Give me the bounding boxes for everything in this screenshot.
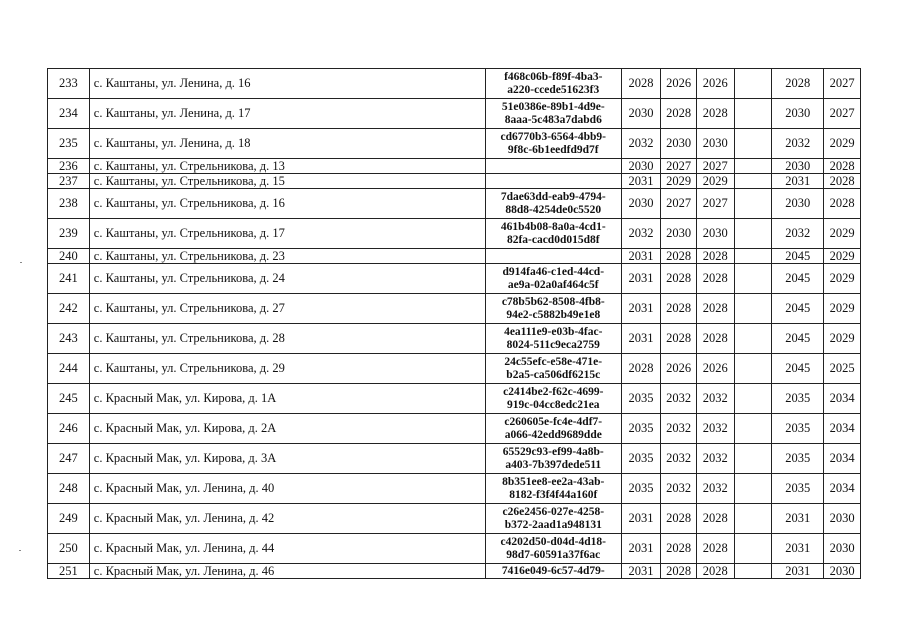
year-cell-y3: 2027 [696,189,734,219]
year-cell-y1: 2031 [621,174,661,189]
guid-cell [485,219,621,249]
empty-year-cell [734,129,772,159]
address-cell: с. Каштаны, ул. Стрельникова, д. 15 [89,174,485,189]
empty-year-cell [734,354,772,384]
year-cell-y1: 2032 [621,129,661,159]
row-number: 238 [48,189,90,219]
address-cell: с. Каштаны, ул. Стрельникова, д. 29 [89,354,485,384]
year-cell-y5: 2045 [772,354,824,384]
year-cell-y3: 2028 [696,294,734,324]
empty-year-cell [734,294,772,324]
guid-line: 94e2-c5882b49e1e8 [506,308,601,321]
year-cell-y1: 2035 [621,444,661,474]
year-cell-y5: 2032 [772,219,824,249]
table-row [48,294,861,324]
year-cell-y3: 2029 [696,174,734,189]
year-cell-y2: 2028 [661,99,697,129]
guid-cell [485,324,621,354]
year-cell-y6: 2034 [824,444,861,474]
guid-line: a220-ccede51623f3 [507,83,600,96]
year-cell-y5: 2030 [772,99,824,129]
year-cell-y5: 2035 [772,444,824,474]
year-cell-y2: 2028 [661,324,697,354]
empty-year-cell [734,264,772,294]
guid-line: 7416e049-6c57-4d79- [501,564,605,577]
year-cell-y1: 2031 [621,249,661,264]
year-cell-y3: 2028 [696,264,734,294]
empty-year-cell [734,174,772,189]
year-cell-y5: 2030 [772,159,824,174]
guid-cell [485,414,621,444]
row-number: 248 [48,474,90,504]
table-row [48,534,861,564]
guid-cell [485,69,621,99]
year-cell-y6: 2025 [824,354,861,384]
table-row [48,249,861,264]
row-number: 239 [48,219,90,249]
year-cell-y5: 2045 [772,324,824,354]
year-cell-y6: 2029 [824,249,861,264]
empty-year-cell [734,219,772,249]
guid-cell [485,189,621,219]
year-cell-y6: 2027 [824,69,861,99]
year-cell-y5: 2035 [772,414,824,444]
year-cell-y1: 2031 [621,564,661,579]
empty-year-cell [734,69,772,99]
address-cell: с. Каштаны, ул. Ленина, д. 16 [89,69,485,99]
year-cell-y3: 2032 [696,444,734,474]
address-cell: с. Каштаны, ул. Стрельникова, д. 24 [89,264,485,294]
guid-line: ae9a-02a0af464c5f [507,278,599,291]
guid-cell [485,504,621,534]
address-cell: с. Красный Мак, ул. Ленина, д. 40 [89,474,485,504]
scan-speck [20,262,22,263]
table-row [48,354,861,384]
guid-cell [485,294,621,324]
row-number: 246 [48,414,90,444]
empty-year-cell [734,159,772,174]
row-number: 251 [48,564,90,579]
year-cell-y5: 2030 [772,189,824,219]
guid-line: f468c06b-f89f-4ba3- [504,70,603,83]
year-cell-y2: 2027 [661,189,697,219]
year-cell-y6: 2030 [824,504,861,534]
empty-year-cell [734,564,772,579]
year-cell-y6: 2029 [824,324,861,354]
guid-line: d914fa46-c1ed-44cd- [502,265,605,278]
year-cell-y6: 2034 [824,384,861,414]
year-cell-y1: 2028 [621,354,661,384]
year-cell-y1: 2030 [621,159,661,174]
year-cell-y3: 2028 [696,249,734,264]
guid-cell [485,384,621,414]
table-row [48,414,861,444]
year-cell-y3: 2032 [696,474,734,504]
guid-line: c260605e-fc4e-4df7- [504,415,603,428]
empty-year-cell [734,414,772,444]
empty-year-cell [734,249,772,264]
guid-line: 7dae63dd-eab9-4794- [500,190,606,203]
table-row [48,189,861,219]
year-cell-y2: 2032 [661,474,697,504]
year-cell-y6: 2029 [824,219,861,249]
year-cell-y3: 2032 [696,384,734,414]
row-number: 250 [48,534,90,564]
guid-line: b2a5-ca506df6215c [506,368,601,381]
guid-cell [485,174,621,189]
address-cell: с. Красный Мак, ул. Кирова, д. 2А [89,414,485,444]
year-cell-y5: 2032 [772,129,824,159]
year-cell-y5: 2031 [772,174,824,189]
year-cell-y6: 2027 [824,99,861,129]
year-cell-y3: 2028 [696,504,734,534]
year-cell-y2: 2028 [661,264,697,294]
year-cell-y3: 2030 [696,219,734,249]
year-cell-y1: 2035 [621,384,661,414]
table-row [48,384,861,414]
year-cell-y5: 2035 [772,384,824,414]
row-number: 241 [48,264,90,294]
guid-cell [485,444,621,474]
year-cell-y3: 2028 [696,564,734,579]
empty-year-cell [734,384,772,414]
guid-line: 65529c93-ef99-4a8b- [502,445,604,458]
row-number: 236 [48,159,90,174]
year-cell-y1: 2030 [621,99,661,129]
year-cell-y2: 2030 [661,219,697,249]
year-cell-y2: 2030 [661,129,697,159]
table-row [48,174,861,189]
scan-speck [19,550,21,551]
guid-line: 461b4b08-8a0a-4cd1- [500,220,606,233]
year-cell-y2: 2032 [661,384,697,414]
table-row [48,504,861,534]
year-cell-y1: 2031 [621,324,661,354]
guid-line: 4ea111e9-e03b-4fac- [504,325,603,338]
address-cell: с. Каштаны, ул. Ленина, д. 17 [89,99,485,129]
address-cell: с. Красный Мак, ул. Кирова, д. 3А [89,444,485,474]
year-cell-y5: 2045 [772,294,824,324]
year-cell-y6: 2028 [824,189,861,219]
year-cell-y1: 2032 [621,219,661,249]
guid-line: a403-7b397dede511 [505,458,602,471]
guid-cell [485,474,621,504]
year-cell-y2: 2032 [661,414,697,444]
empty-year-cell [734,504,772,534]
year-cell-y2: 2028 [661,564,697,579]
year-cell-y2: 2028 [661,504,697,534]
row-number: 240 [48,249,90,264]
year-cell-y6: 2030 [824,564,861,579]
year-cell-y3: 2028 [696,99,734,129]
table-row [48,444,861,474]
year-cell-y1: 2035 [621,414,661,444]
year-cell-y6: 2028 [824,174,861,189]
row-number: 242 [48,294,90,324]
guid-line: 9f8c-6b1eedfd9d7f [507,143,599,156]
address-cell: с. Каштаны, ул. Стрельникова, д. 16 [89,189,485,219]
guid-line: c4202d50-d04d-4d18- [500,535,606,548]
guid-cell [485,129,621,159]
address-cell: с. Каштаны, ул. Ленина, д. 18 [89,129,485,159]
year-cell-y2: 2026 [661,69,697,99]
year-cell-y3: 2028 [696,534,734,564]
table-row [48,474,861,504]
guid-line: 919c-04cc8edc21ea [506,398,600,411]
year-cell-y3: 2030 [696,129,734,159]
guid-cell [485,249,621,264]
row-number: 234 [48,99,90,129]
guid-line: 8024-511c9eca2759 [506,338,600,351]
year-cell-y2: 2028 [661,534,697,564]
address-cell: с. Каштаны, ул. Стрельникова, д. 23 [89,249,485,264]
register-body [48,69,861,579]
year-cell-y3: 2028 [696,324,734,354]
table-row [48,324,861,354]
year-cell-y2: 2029 [661,174,697,189]
year-cell-y3: 2032 [696,414,734,444]
year-cell-y5: 2031 [772,534,824,564]
address-cell: с. Красный Мак, ул. Ленина, д. 42 [89,504,485,534]
year-cell-y1: 2031 [621,294,661,324]
guid-line: 51e0386e-89b1-4d9e- [501,100,605,113]
guid-cell [485,264,621,294]
empty-year-cell [734,189,772,219]
table-row [48,159,861,174]
guid-line: cd6770b3-6564-4bb9- [500,130,606,143]
address-cell: с. Красный Мак, ул. Ленина, д. 44 [89,534,485,564]
year-cell-y1: 2035 [621,474,661,504]
year-cell-y1: 2028 [621,69,661,99]
address-cell: с. Каштаны, ул. Стрельникова, д. 17 [89,219,485,249]
year-cell-y2: 2032 [661,444,697,474]
year-cell-y5: 2031 [772,504,824,534]
table-row [48,564,861,579]
year-cell-y5: 2045 [772,264,824,294]
year-cell-y5: 2035 [772,474,824,504]
address-cell: с. Каштаны, ул. Стрельникова, д. 27 [89,294,485,324]
guid-line: c26e2456-027e-4258- [502,505,605,518]
address-cell: с. Каштаны, ул. Стрельникова, д. 13 [89,159,485,174]
row-number: 244 [48,354,90,384]
table-row [48,129,861,159]
empty-year-cell [734,534,772,564]
empty-year-cell [734,324,772,354]
year-cell-y6: 2029 [824,264,861,294]
table-row [48,99,861,129]
guid-line: a066-42edd9689dde [504,428,602,441]
table-row [48,69,861,99]
year-cell-y6: 2029 [824,294,861,324]
year-cell-y2: 2028 [661,294,697,324]
guid-line: 8aaa-5c483a7dabd6 [504,113,602,126]
year-cell-y3: 2026 [696,69,734,99]
year-cell-y6: 2034 [824,474,861,504]
year-cell-y2: 2028 [661,249,697,264]
empty-year-cell [734,99,772,129]
guid-line: 98d7-60591a37f6ac [506,548,601,561]
guid-cell [485,99,621,129]
row-number: 245 [48,384,90,414]
empty-year-cell [734,474,772,504]
year-cell-y5: 2045 [772,249,824,264]
table-row [48,264,861,294]
year-cell-y1: 2030 [621,189,661,219]
guid-cell [485,564,621,579]
year-cell-y6: 2028 [824,159,861,174]
housing-register-table [47,68,861,579]
year-cell-y5: 2031 [772,564,824,579]
guid-line: 88d8-4254de0c5520 [505,203,602,216]
year-cell-y6: 2034 [824,414,861,444]
row-number: 233 [48,69,90,99]
guid-line: 8b351ee8-ee2a-43ab- [502,475,605,488]
year-cell-y3: 2027 [696,159,734,174]
address-cell: с. Каштаны, ул. Стрельникова, д. 28 [89,324,485,354]
year-cell-y1: 2031 [621,264,661,294]
year-cell-y6: 2029 [824,129,861,159]
guid-cell [485,354,621,384]
row-number: 243 [48,324,90,354]
year-cell-y2: 2026 [661,354,697,384]
guid-line: b372-2aad1a948131 [504,518,602,531]
empty-year-cell [734,444,772,474]
guid-line: 8182-f3f4f44a160f [509,488,598,501]
year-cell-y2: 2027 [661,159,697,174]
year-cell-y6: 2030 [824,534,861,564]
row-number: 237 [48,174,90,189]
guid-line: 82fa-cacd0d015d8f [506,233,600,246]
guid-cell [485,159,621,174]
year-cell-y3: 2026 [696,354,734,384]
guid-line: 24c55efc-e58e-471e- [504,355,603,368]
row-number: 247 [48,444,90,474]
address-cell: с. Красный Мак, ул. Ленина, д. 46 [89,564,485,579]
row-number: 249 [48,504,90,534]
table-row [48,219,861,249]
year-cell-y1: 2031 [621,534,661,564]
guid-cell [485,534,621,564]
year-cell-y1: 2031 [621,504,661,534]
row-number: 235 [48,129,90,159]
guid-line: c2414be2-f62c-4699- [503,385,604,398]
year-cell-y5: 2028 [772,69,824,99]
guid-line: c78b5b62-8508-4fb8- [501,295,605,308]
address-cell: с. Красный Мак, ул. Кирова, д. 1А [89,384,485,414]
